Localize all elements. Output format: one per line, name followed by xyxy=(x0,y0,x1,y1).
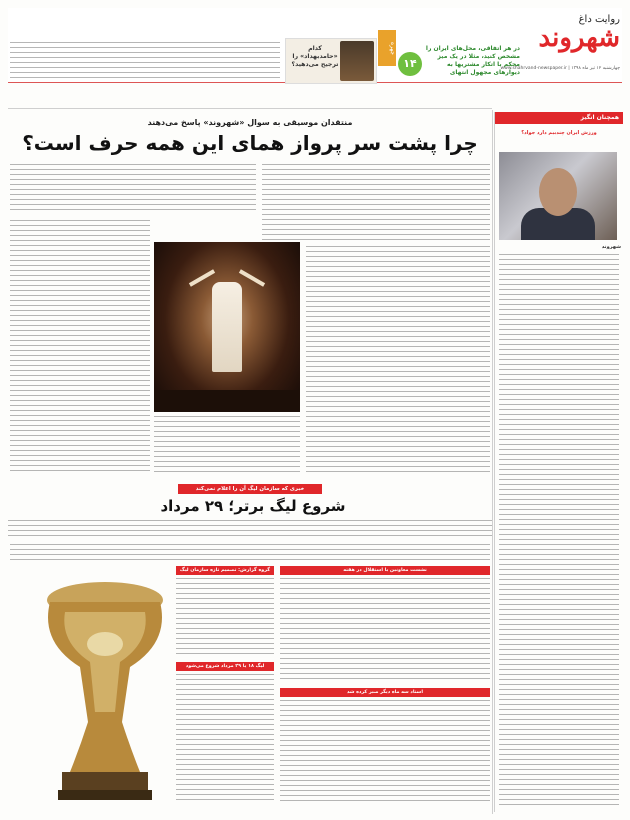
top-news-text xyxy=(10,42,280,80)
issue-meta: چهارشنبه ۱۲ تیر ماه ۱۳۹۸ | www.shahrvand-newspaper.ir xyxy=(500,66,620,71)
sidebar-subhead: ورزش ایران چندبیم دارد جواد؟ xyxy=(521,130,597,136)
box-text-4 xyxy=(280,700,490,804)
league-headline: شروع لیگ برتر؛ ۲۹ مرداد xyxy=(160,497,346,515)
league-body xyxy=(10,544,490,562)
body-column-left xyxy=(10,220,150,472)
page-number-badge: ۱۴ xyxy=(398,52,422,76)
box-text-2 xyxy=(176,674,274,802)
box-header-1: گروه گزارش: تصمیم تازه سازمان لیگ xyxy=(176,566,274,575)
box-header-4: استاد سه ماه دیگر صبر کرده شد xyxy=(280,688,490,697)
box-text-3 xyxy=(280,578,490,682)
divider xyxy=(8,108,492,109)
sidebar-text xyxy=(499,254,619,806)
trophy-photo xyxy=(40,572,170,804)
promo-portrait xyxy=(340,41,374,81)
box-text-1 xyxy=(176,578,274,656)
main-headline: چرا پشت سر پرواز همای این همه حرف است؟ xyxy=(22,131,478,155)
top-news-column xyxy=(10,42,280,80)
league-section xyxy=(8,476,492,540)
body-text-top-right xyxy=(262,164,490,242)
issue-date: چهارشنبه ۱۲ تیر ماه ۱۳۹۸ xyxy=(571,66,620,71)
column-rule xyxy=(492,110,493,814)
stage-photo xyxy=(154,242,300,412)
body-text-top-left xyxy=(10,164,256,214)
section-tag: جهره xyxy=(378,30,396,66)
main-kicker: منتقدان موسیقی به سوال «شهروند» پاسخ می‌دهند xyxy=(147,118,353,127)
sidebar-byline: شهروند xyxy=(601,244,621,250)
singer-figure xyxy=(212,282,242,372)
sidebar-section-label: همچنان انگیز xyxy=(495,112,623,124)
box-header-3: نشست معاونین با استقلال در هفته xyxy=(280,566,490,575)
sidebar-portrait xyxy=(499,152,617,240)
promo-box xyxy=(285,38,377,84)
body-column-right xyxy=(306,246,490,472)
supplement-label: روایت داغ xyxy=(578,14,620,25)
header-teaser: در هر اتفاقی، محل‌های ایران را مشخص کنید، مثلا در یک میز محکم با اتکار مشتریها به دیوارهای مجهول انتهای xyxy=(425,45,520,76)
sidebar-column xyxy=(494,112,623,812)
site-url: www.shahrvand-newspaper.ir xyxy=(500,66,567,71)
promo-quote: کدام «حامدبهداد» را ترجیح می‌دهید؟ xyxy=(291,45,339,68)
brand-name: شهروند xyxy=(538,23,620,53)
box-header-2: لیگ ۱۸ یا ۲۹ مرداد شروع می‌شود xyxy=(176,662,274,671)
league-lede xyxy=(8,520,492,540)
body-under-photo xyxy=(154,416,300,472)
league-kicker: خبری که سازمان لیگ آن را اعلام نمی‌کند xyxy=(178,484,322,494)
